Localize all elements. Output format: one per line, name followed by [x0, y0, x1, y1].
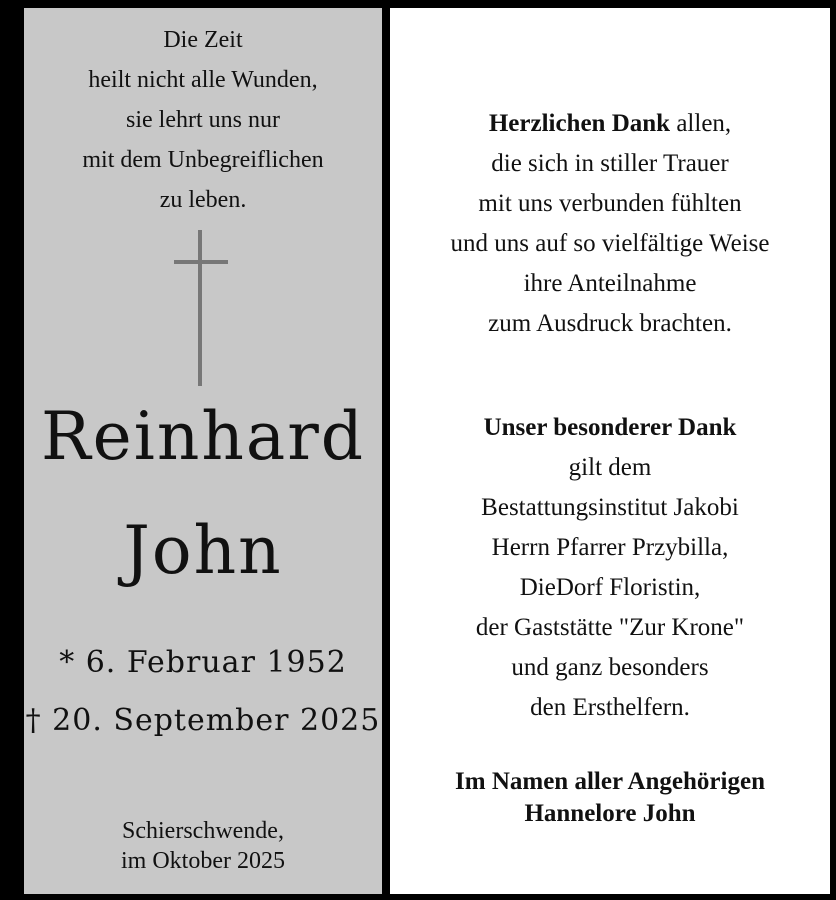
thanks-line: mit uns verbunden fühlten	[478, 190, 742, 217]
thanks-panel	[390, 8, 830, 894]
thanks-lead-bold: Herzlichen Dank	[488, 110, 671, 137]
date-line: im Oktober 2025	[121, 848, 285, 874]
motto-line: mit dem Unbegreiflichen	[82, 147, 324, 173]
special-thanks-line: Herrn Pfarrer Przybilla,	[491, 534, 729, 561]
birth-date: * 6. Februar 1952	[59, 645, 347, 680]
motto-line: sie lehrt uns nur	[126, 107, 280, 133]
signature	[390, 766, 830, 830]
thanks-line: die sich in stiller Trauer	[491, 150, 729, 177]
special-thanks-line: und ganz besonders	[511, 654, 709, 681]
thanks-line: ihre Anteilnahme	[523, 270, 697, 297]
signature-line: Im Namen aller Angehörigen	[455, 768, 765, 795]
motto-line: heilt nicht alle Wunden,	[88, 67, 318, 93]
special-thanks-line: der Gaststätte "Zur Krone"	[475, 614, 745, 641]
special-thanks	[390, 408, 830, 728]
special-thanks-heading: Unser besonderer Dank	[483, 414, 737, 441]
memorial-panel	[24, 8, 382, 894]
motto-verse	[24, 20, 382, 220]
cross-icon	[174, 230, 228, 386]
thanks-lead-line	[390, 104, 830, 144]
thanks-line: zum Ausdruck brachten.	[488, 310, 732, 337]
death-date: † 20. September 2025	[25, 703, 381, 738]
deceased-last-name: John	[123, 512, 283, 589]
special-thanks-line: Bestattungsinstitut Jakobi	[481, 494, 739, 521]
motto-line: zu leben.	[159, 187, 247, 213]
place-and-date	[24, 816, 382, 876]
special-thanks-line: gilt dem	[568, 454, 652, 481]
signature-name: Hannelore John	[524, 800, 696, 827]
deceased-first-name: Reinhard	[40, 398, 366, 475]
special-thanks-line: DieDorf Floristin,	[519, 574, 701, 601]
place-line: Schierschwende,	[122, 818, 284, 844]
thanks-text	[390, 104, 830, 344]
special-thanks-line: den Ersthelfern.	[530, 694, 690, 721]
thanks-lead-rest: allen,	[670, 110, 732, 137]
thanks-line: und uns auf so vielfältige Weise	[450, 230, 770, 257]
motto-line: Die Zeit	[163, 27, 243, 53]
